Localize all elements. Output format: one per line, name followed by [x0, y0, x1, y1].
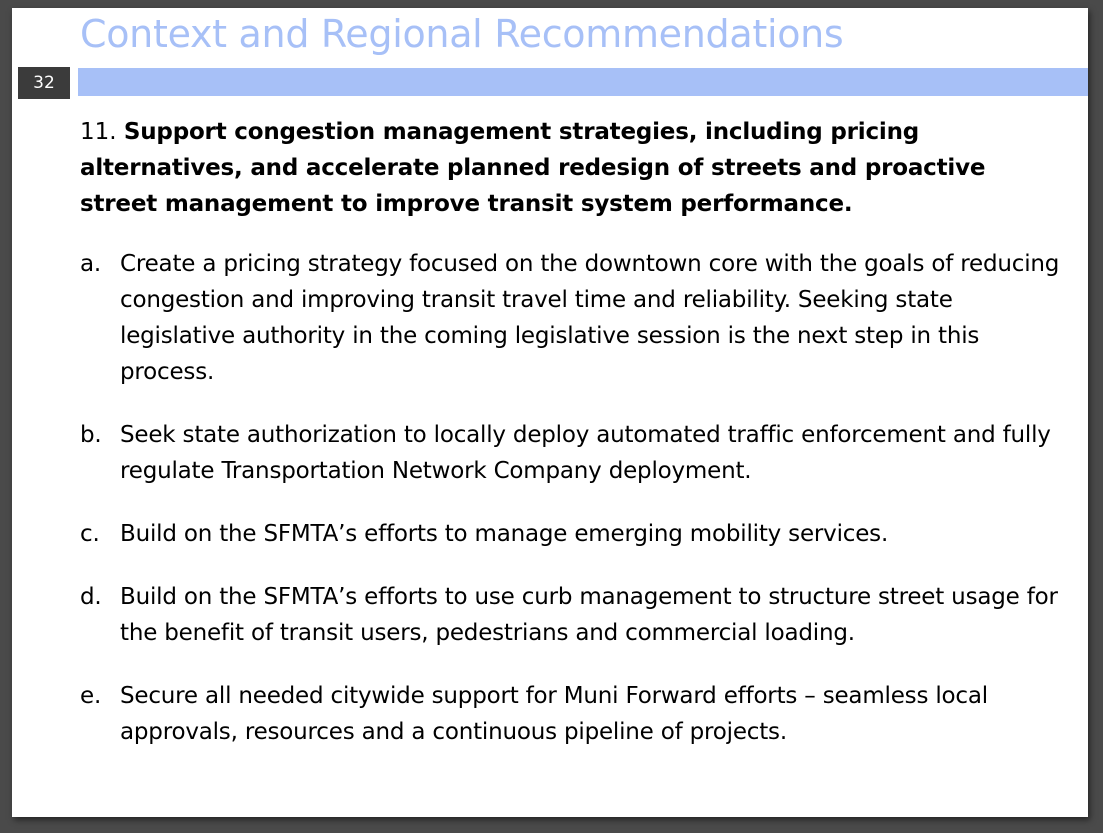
heading-text: Support congestion management strategies, including pricing alternatives, and accelerate planned redesign of streets and proactive street management to improve transit system performance. [80, 119, 986, 217]
slide [12, 8, 1088, 817]
list-item-text: Seek state authorization to locally deploy automated traffic enforcement and fully regulate Transportation Network Company deployment. [120, 422, 1051, 484]
title-accent-bar [78, 68, 1088, 96]
list-item-d [80, 579, 1070, 651]
page-number-badge: 32 [18, 67, 70, 99]
list-marker: d. [80, 584, 102, 610]
list-marker: b. [80, 422, 102, 448]
list-marker: e. [80, 683, 102, 709]
list-item-text: Build on the SFMTA’s efforts to manage emerging mobility services. [120, 521, 889, 547]
recommendation-list [80, 246, 1070, 750]
list-item-c [80, 516, 1070, 552]
list-marker: a. [80, 251, 102, 277]
recommendation-heading [80, 114, 1070, 222]
slide-title: Context and Regional Recommendations [80, 12, 844, 56]
list-item-e [80, 678, 1070, 750]
list-item-text: Secure all needed citywide support for Muni Forward efforts – seamless local approvals, resources and a continuous pipeline of projects. [120, 683, 988, 745]
list-item-text: Create a pricing strategy focused on the downtown core with the goals of reducing congestion and improving transit travel time and reliability. Seeking state legislative authority in the coming legislative session is the next step in this process. [120, 251, 1060, 385]
list-item-b [80, 417, 1070, 489]
list-marker: c. [80, 521, 100, 547]
list-item-a [80, 246, 1070, 390]
list-item-text: Build on the SFMTA’s efforts to use curb management to structure street usage for the benefit of transit users, pedestrians and commercial loading. [120, 584, 1058, 646]
heading-number: 11. [80, 119, 117, 145]
